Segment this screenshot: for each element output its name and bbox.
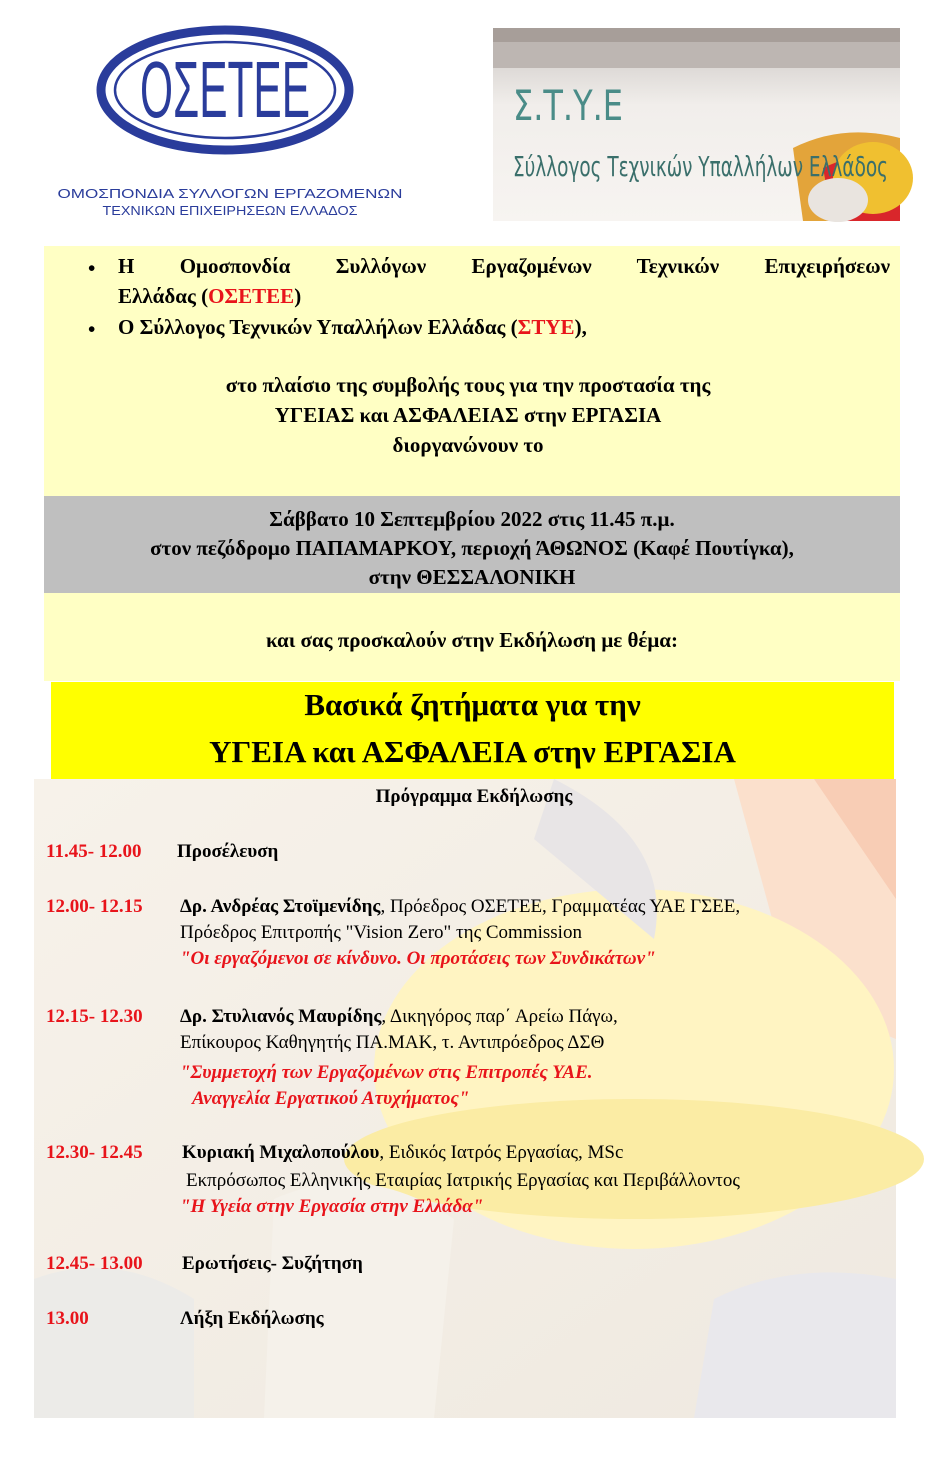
speaker-1-role-2: Πρόεδρος Επιτροπής "Vision Zero" της Commission: [180, 922, 582, 943]
bullet-1-line-1: Η Ομοσπονδία Συλλόγων Εργαζομένων Τεχνικών Επιχειρήσεων: [118, 254, 890, 278]
program-title-closing: Λήξη Εκδήλωσης: [180, 1308, 324, 1329]
speaker-3-role-2: Εκπρόσωπος Ελληνικής Εταιρίας Ιατρικής Εργασίας και Περιβάλλοντος: [186, 1170, 740, 1191]
context-red-line: ΥΓΕΙΑΣ και ΑΣΦΑΛΕΙΑΣ στην ΕΡΓΑΣΙΑ: [274, 403, 662, 427]
event-title-line-2: ΥΓΕΙΑ και ΑΣΦΑΛΕΙΑ στην ΕΡΓΑΣΙΑ: [209, 734, 736, 769]
bullet-2-post: ),: [574, 315, 587, 339]
talk-2-title-line-2: Αναγγελία Εργατικού Ατυχήματος": [192, 1088, 470, 1109]
context-line: στο πλαίσιο της συμβολής τους για την προστασία της: [225, 373, 711, 397]
speaker-3-role-1: , Ειδικός Ιατρός Εργασίας, MSc: [379, 1142, 624, 1163]
speaker-2-role-1: , Δικηγόρος παρ΄ Αρείω Πάγω,: [381, 1006, 618, 1027]
program-title-arrival: Προσέλευση: [177, 841, 279, 862]
bullet-1-post: ): [294, 284, 302, 308]
speaker-2-name: Δρ. Στυλιανός Μαυρίδης: [180, 1006, 382, 1027]
bullet-2-line: [118, 315, 587, 340]
bullet-2-marker: •: [88, 317, 96, 341]
program-time-1: 11.45- 12.00: [46, 841, 142, 862]
talk-3-title: "Η Υγεία στην Εργασία στην Ελλάδα": [180, 1196, 484, 1217]
oseteee-caption-2: ΤΕΧΝΙΚΩΝ ΕΠΙΧΕΙΡΗΣΕΩΝ ΕΛΛΑΔΟΣ: [102, 203, 358, 218]
program-time-3: 12.15- 12.30: [46, 1006, 143, 1027]
bullet-2-pre: Ο Σύλλογος Τεχνικών Υπαλλήλων Ελλάδας (: [118, 315, 518, 339]
oseteee-emblem: [40, 22, 420, 222]
speaker-2-role-2: Επίκουρος Καθηγητής ΠΑ.ΜΑΚ, τ. Αντιπρόεδρος ΔΣΘ: [180, 1032, 605, 1053]
program-time-4: 12.30- 12.45: [46, 1142, 143, 1163]
speaker-1-line: [180, 896, 740, 918]
speaker-3-line: [182, 1142, 623, 1164]
oseteee-caption-1: ΟΜΟΣΠΟΝΔΙΑ ΣΥΛΛΟΓΩΝ ΕΡΓΑΖΟΜΕΝΩΝ: [57, 186, 403, 201]
talk-1-title: "Οι εργαζόμενοι σε κίνδυνο. Οι προτάσεις των Συνδικάτων": [180, 948, 656, 969]
talk-2-title-line-1: "Συμμετοχή των Εργαζομένων στις Επιτροπές ΥΑΕ.: [180, 1062, 593, 1083]
organize-line: διοργανώνουν το: [392, 433, 544, 457]
stye-banner: [493, 28, 900, 221]
speaker-3-name: Κυριακή Μιχαλοπούλου: [182, 1142, 380, 1163]
stye-abbr: Σ.Τ.Υ.Ε: [513, 81, 623, 130]
speaker-1-name: Δρ. Ανδρέας Στοϊμενίδης: [180, 896, 381, 917]
stye-full-name: Σύλλογος Τεχνικών Υπαλλήλων Ελλάδος: [513, 150, 888, 183]
program-title-discussion: Ερωτήσεις- Συζήτηση: [182, 1253, 363, 1274]
speaker-2-line: [180, 1006, 618, 1028]
program-time-5: 12.45- 13.00: [46, 1253, 143, 1274]
bullet-1-marker: •: [88, 256, 96, 280]
invite-line: και σας προσκαλούν στην Εκδήλωση με θέμα:: [265, 628, 679, 652]
oseteee-logo-text: ΟΣΕΤΕΕ: [140, 45, 310, 134]
speaker-1-role-1: , Πρόεδρος ΟΣΕΤΕΕ, Γραμματέας ΥΑΕ ΓΣΕΕ,: [380, 896, 741, 917]
stye-banner-graphic: [493, 28, 900, 221]
bullet-1-pre: Ελλάδας (: [118, 284, 209, 308]
program-time-6: 13.00: [46, 1308, 89, 1329]
program-heading: Πρόγραμμα Εκδήλωσης: [375, 786, 573, 807]
event-title-line-1: Βασικά ζητήματα για την: [304, 687, 641, 722]
event-date: Σάββατο 10 Σεπτεμβρίου 2022 στις 11.45 π.μ.: [269, 507, 675, 531]
bullet-1-line-2: [118, 284, 301, 309]
oseteee-logo: [40, 22, 420, 222]
event-place: στον πεζόδρομο ΠΑΠΑΜΑΡΚΟΥ, περιοχή ΆΘΩΝΟΣ (Καφέ Πουτίγκα),: [150, 536, 794, 560]
program-time-2: 12.00- 12.15: [46, 896, 143, 917]
event-city: στην ΘΕΣΣΑΛΟΝΙΚΗ: [368, 565, 576, 589]
oseteee-highlight: ΟΣΕΤΕΕ: [208, 284, 295, 308]
stye-highlight: ΣΤΥΕ: [517, 315, 575, 339]
